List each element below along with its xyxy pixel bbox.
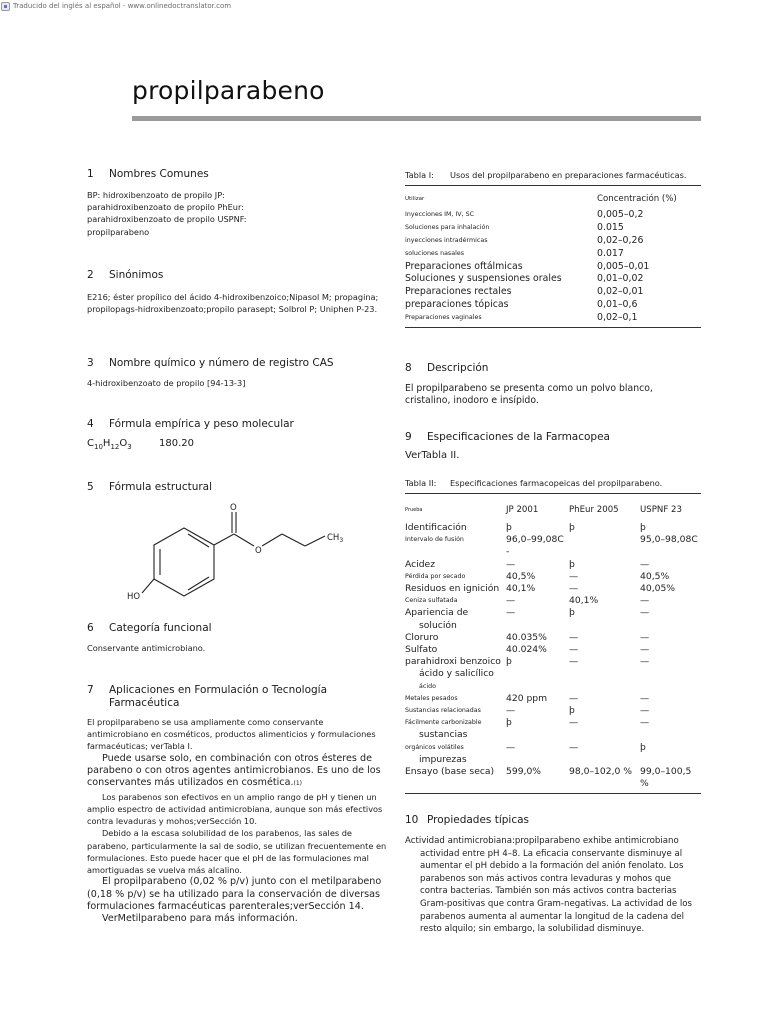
table-row <box>405 221 701 234</box>
jp-cell: 40,1% <box>506 583 536 595</box>
section-title: Fórmula estructural <box>109 481 213 493</box>
table-row <box>405 717 701 741</box>
use-cell: Preparaciones rectales <box>405 286 512 298</box>
section-7-para-6: VerMetilparabeno para más información. <box>102 913 298 925</box>
section-number: 7 <box>87 684 94 696</box>
test-cell <box>405 693 506 705</box>
section-7-heading <box>87 684 387 710</box>
table-row <box>405 644 701 656</box>
concentration-cell: 0,02–0,26 <box>597 234 644 246</box>
pheur-cell: — <box>569 692 579 704</box>
jp-cell: — <box>506 607 516 619</box>
concentration-cell: 0.015 <box>597 221 624 233</box>
section-7-para-3: Los parabenos son efectivos en un amplio rango de pH y tienen un amplio espectro de actividad antimicrobiana, aunque son más efectivos contra levaduras y mohos;verSección 10. <box>87 791 383 827</box>
table-row <box>405 693 701 705</box>
test-label-line: ácido <box>419 682 436 690</box>
section-number: 2 <box>87 269 94 281</box>
uspnf-cell: þ <box>640 741 646 753</box>
test-label-line: Cloruro <box>405 631 439 643</box>
formula-row <box>87 438 387 451</box>
concentration-cell: 0,005–0,01 <box>597 260 650 272</box>
table-caption-text: Especificaciones farmacopeicas del propilparabeno. <box>450 478 663 488</box>
use-cell: Soluciones para inhalación <box>405 223 490 231</box>
pheur-cell: — <box>569 656 579 668</box>
jp-cell: þ <box>506 717 512 729</box>
test-label-line: parahidroxi benzoico <box>405 656 501 668</box>
table-1-body <box>405 208 701 324</box>
section-2 <box>87 269 387 315</box>
translator-banner <box>0 0 231 12</box>
table-header-row <box>405 498 701 522</box>
pheur-cell: 98,0–102,0 % <box>569 766 633 778</box>
pheur-cell: þ <box>569 558 575 570</box>
section-9-body: VerTabla II. <box>405 450 460 461</box>
test-label-line: Ceniza sulfatada <box>405 597 458 605</box>
jp-cell: 420 ppm <box>506 692 548 704</box>
section-10 <box>405 814 701 936</box>
benzene-ring <box>154 528 214 596</box>
table-row <box>405 285 701 298</box>
table-row <box>405 298 701 311</box>
uspnf-cell: — <box>640 717 650 729</box>
table-2-grid <box>405 498 701 790</box>
use-cell: inyecciones intradérmicas <box>405 236 488 244</box>
title-rule <box>132 116 701 121</box>
table-row <box>405 559 701 571</box>
section-3-body: 4-hidroxibenzoato de propilo [94-13-3] <box>87 378 246 388</box>
test-cell <box>405 522 506 534</box>
hydroxyl-label: HO <box>127 592 141 602</box>
uspnf-cell: 95,0–98,08C <box>640 534 698 546</box>
section-number: 6 <box>87 622 94 634</box>
table-row <box>405 247 701 260</box>
table-row <box>405 522 701 534</box>
pheur-cell: þ <box>569 607 575 619</box>
test-cell <box>405 656 506 693</box>
column-header: PhEur 2005 <box>569 504 619 515</box>
ester-bond <box>234 534 254 546</box>
jp-cell: — <box>506 595 516 607</box>
table-rule <box>405 493 701 494</box>
use-cell: preparaciones tópicas <box>405 299 509 311</box>
table-1 <box>405 170 701 328</box>
structural-formula <box>120 498 360 608</box>
section-7-para-1: El propilparabeno se usa ampliamente como conservante antimicrobiano en cosméticos, productos alimenticios y formulaciones farmacéuticas; verTabla I. <box>87 717 376 752</box>
section-8-heading <box>405 362 701 375</box>
section-10-heading <box>405 814 701 827</box>
section-title: Nombre químico y número de registro CAS <box>109 357 334 369</box>
table-row <box>405 766 701 790</box>
uspnf-cell: — <box>640 692 650 704</box>
jp-cell: þ <box>506 522 512 533</box>
section-1 <box>87 168 387 238</box>
table-rule <box>405 327 701 328</box>
test-cell <box>405 766 506 790</box>
hydroxyl-bond <box>142 579 154 593</box>
table-row <box>405 607 701 631</box>
jp-cell: þ <box>506 656 512 668</box>
column-header: Utilizar <box>405 196 425 202</box>
uspnf-cell: — <box>640 656 650 668</box>
section-1-body: BP: hidroxibenzoato de propilo JP: parahidroxibenzoato de propilo PhEur: parahidroxibenzoato de propilo USPNF: propilparabeno <box>87 190 247 237</box>
table-row <box>405 272 701 285</box>
table-1-grid <box>405 190 701 324</box>
pheur-cell: — <box>569 583 579 595</box>
uspnf-cell: þ <box>640 522 646 533</box>
uspnf-cell: — <box>640 558 650 570</box>
test-label-line: impurezas <box>419 753 467 765</box>
section-number: 4 <box>87 418 94 430</box>
test-cell <box>405 583 506 595</box>
use-cell: Soluciones y suspensiones orales <box>405 273 562 285</box>
table-row <box>405 571 701 583</box>
concentration-cell: 0.017 <box>597 247 624 259</box>
use-cell: Preparaciones oftálmicas <box>405 260 523 272</box>
bond <box>214 534 234 545</box>
test-cell <box>405 559 506 571</box>
column-header: Prueba <box>405 506 423 513</box>
test-label-line: Apariencia de <box>405 607 469 619</box>
concentration-cell: 0,01–0,02 <box>597 273 644 285</box>
section-1-heading <box>87 168 387 181</box>
section-9-heading <box>405 431 701 444</box>
banner-text: Traducido del inglés al español - www.onlinedoctranslator.com <box>13 2 232 10</box>
jp-cell: — <box>506 741 516 753</box>
molecular-weight: 180.20 <box>159 438 194 449</box>
section-title: Categoría funcional <box>109 622 212 634</box>
table-row <box>405 234 701 247</box>
jp-cell: 96,0–99,08C - <box>506 534 564 558</box>
test-label-line: Metales pesados <box>405 694 458 702</box>
methyl-label: $CH_3$ <box>327 533 344 544</box>
test-cell <box>405 595 506 607</box>
pheur-cell: — <box>569 644 579 656</box>
pheur-cell: þ <box>569 522 575 533</box>
jp-cell: — <box>506 705 516 717</box>
concentration-cell: 0,01–0,6 <box>597 299 638 311</box>
section-number: 5 <box>87 481 94 493</box>
uspnf-cell: 99,0–100,5 % <box>640 766 692 790</box>
jp-cell: 40.035% <box>506 631 547 643</box>
pheur-cell <box>569 534 640 558</box>
section-9 <box>405 431 701 462</box>
table-row <box>405 656 701 693</box>
uspnf-cell: — <box>640 607 650 619</box>
table-rule <box>405 185 701 186</box>
pheur-cell: — <box>569 631 579 643</box>
section-6-body: Conservante antimicrobiano. <box>87 643 206 653</box>
section-7 <box>87 684 387 926</box>
test-cell <box>405 644 506 656</box>
chain-bond <box>262 534 282 546</box>
test-label-line: Ensayo (base seca) <box>405 766 495 778</box>
reference-mark: (1) <box>293 780 303 788</box>
uspnf-cell: — <box>640 644 650 656</box>
section-6-heading <box>87 622 387 635</box>
table-1-caption <box>405 170 701 180</box>
test-cell <box>405 717 506 741</box>
section-3 <box>87 357 387 389</box>
table-caption-text: Usos del propilparabeno en preparaciones farmacéuticas. <box>450 170 687 180</box>
section-10-body: Actividad antimicrobiana:propilparabeno exhibe antimicrobiano actividad entre pH 4–8. La eficacia conservante disminuye al aumentar el pH debido a la formación del anión fenolato. Los parabenos son más activos contra levaduras y mohos que contra bacterias. También son más activos contra bacterias Gram-positivas que contra Gram-negativas. La actividad de los parabenos aumenta al aumentar la longitud de la cadena del resto alquilo; sin embargo, la solubilidad disminuye. <box>405 836 693 935</box>
test-label-line: solución <box>419 619 457 631</box>
section-4 <box>87 418 387 451</box>
pheur-cell: — <box>569 717 579 729</box>
oxygen-label: O <box>230 503 237 513</box>
section-number: 1 <box>87 168 94 180</box>
section-7-para-4: Debido a la escasa solubilidad de los parabenos, las sales de parabeno, particularmente la sal de sodio, se utilizan frecuentemente en formulaciones. Esto puede hacer que el pH de las formulaciones mal amortiguadas se vuelva más alcalino. <box>87 828 387 876</box>
test-cell <box>405 742 506 766</box>
column-header: USPNF 23 <box>640 504 682 515</box>
test-cell <box>405 705 506 717</box>
section-title: Sinónimos <box>109 269 164 281</box>
section-8-body: El propilparabeno se presenta como un polvo blanco, cristalino, inodoro e insípido. <box>405 383 653 407</box>
chain-bond <box>305 536 325 546</box>
use-cell: Preparaciones vaginales <box>405 314 482 322</box>
section-8 <box>405 362 701 408</box>
table-rule <box>405 793 701 794</box>
table-2 <box>405 478 701 794</box>
section-number: 9 <box>405 431 412 443</box>
uspnf-cell: — <box>640 631 650 643</box>
test-label-line: ácido y salicílico <box>419 668 494 680</box>
table-label: Tabla I: <box>405 170 434 180</box>
column-header: JP 2001 <box>506 504 539 515</box>
table-row <box>405 534 701 558</box>
pheur-cell: 40,1% <box>569 595 599 607</box>
section-6 <box>87 622 387 654</box>
use-cell: soluciones nasales <box>405 249 464 257</box>
jp-cell: 40.024% <box>506 644 547 656</box>
section-3-heading <box>87 357 387 370</box>
uspnf-cell: 40,5% <box>640 570 670 582</box>
column-header: Concentración (%) <box>597 194 677 204</box>
concentration-cell: 0,005–0,2 <box>597 208 644 220</box>
table-row <box>405 595 701 607</box>
section-title: Nombres Comunes <box>109 168 209 180</box>
test-cell <box>405 534 506 558</box>
oxygen-label: O <box>255 546 262 556</box>
test-label-line: Residuos en ignición <box>405 583 500 595</box>
section-4-heading <box>87 418 387 431</box>
table-row <box>405 583 701 595</box>
table-row <box>405 632 701 644</box>
pheur-cell: — <box>569 741 579 753</box>
table-2-body <box>405 522 701 790</box>
test-label-line: Identificación <box>405 522 467 533</box>
jp-cell: 599,0% <box>506 766 542 778</box>
section-title: Descripción <box>427 362 489 374</box>
section-number: 8 <box>405 362 412 374</box>
section-title: Fórmula empírica y peso molecular <box>109 418 294 430</box>
table-row <box>405 705 701 717</box>
section-2-heading <box>87 269 387 282</box>
table-label: Tabla II: <box>405 478 437 488</box>
section-2-body: E216; éster propílico del ácido 4-hidroxibenzoico;Nipasol M; propagina; propilopags-hidroxibenzoato;propilo parasept; Solbrol P; Uniphen P-23. <box>87 292 379 315</box>
table-2-caption <box>405 478 701 488</box>
uspnf-cell: — <box>640 595 650 607</box>
test-label-line: Sulfato <box>405 644 438 656</box>
table-row <box>405 208 701 221</box>
pheur-cell: — <box>569 570 579 582</box>
uspnf-cell: — <box>640 705 650 717</box>
test-label-line: Fácilmente carbonizable <box>405 719 482 727</box>
section-5 <box>87 481 387 494</box>
section-5-heading <box>87 481 387 494</box>
table-header-row <box>405 190 701 208</box>
translator-icon <box>1 2 10 11</box>
jp-cell: 40,5% <box>506 570 536 582</box>
table-row <box>405 311 701 324</box>
use-cell: Inyecciones IM, IV, SC <box>405 210 474 218</box>
test-label-line: Intervalo de fusión <box>405 536 464 544</box>
pheur-cell: þ <box>569 705 575 717</box>
section-number: 3 <box>87 357 94 369</box>
table-row <box>405 260 701 273</box>
test-label-line: Acidez <box>405 558 436 570</box>
section-7-para-2: Puede usarse solo, en combinación con otros ésteres de parabeno o con otros agentes antimicrobianos. Es uno de los conservantes más utilizados en cosmética.(1) <box>87 752 381 789</box>
test-cell <box>405 571 506 583</box>
test-label-line: orgánicos volátiles <box>405 743 464 751</box>
section-title: Especificaciones de la Farmacopea <box>427 431 610 443</box>
jp-cell: — <box>506 558 516 570</box>
test-cell <box>405 632 506 644</box>
empirical-formula: $C_{10}H_{12}O_3$ <box>87 438 132 451</box>
section-title: Aplicaciones en Formulación o Tecnología Farmacéutica <box>109 684 328 709</box>
chain-bond <box>282 534 305 546</box>
concentration-cell: 0,02–0,1 <box>597 312 638 324</box>
test-label-line: sustancias <box>419 729 468 741</box>
section-7-para-5: El propilparabeno (0,02 % p/v) junto con el metilparabeno (0,18 % p/v) se ha utilizado para la conservación de diversas formulaciones farmacéuticas parenterales;verSección 14. <box>87 876 382 913</box>
page-title: propilparabeno <box>132 76 325 105</box>
uspnf-cell: 40,05% <box>640 583 676 595</box>
concentration-cell: 0,02–0,01 <box>597 286 644 298</box>
test-label-line: Pérdida por secado <box>405 572 466 580</box>
section-title: Propiedades típicas <box>427 814 530 826</box>
table-row <box>405 742 701 766</box>
test-label-line: Sustancias relacionadas <box>405 707 481 715</box>
test-cell <box>405 607 506 631</box>
section-number: 10 <box>405 814 419 826</box>
